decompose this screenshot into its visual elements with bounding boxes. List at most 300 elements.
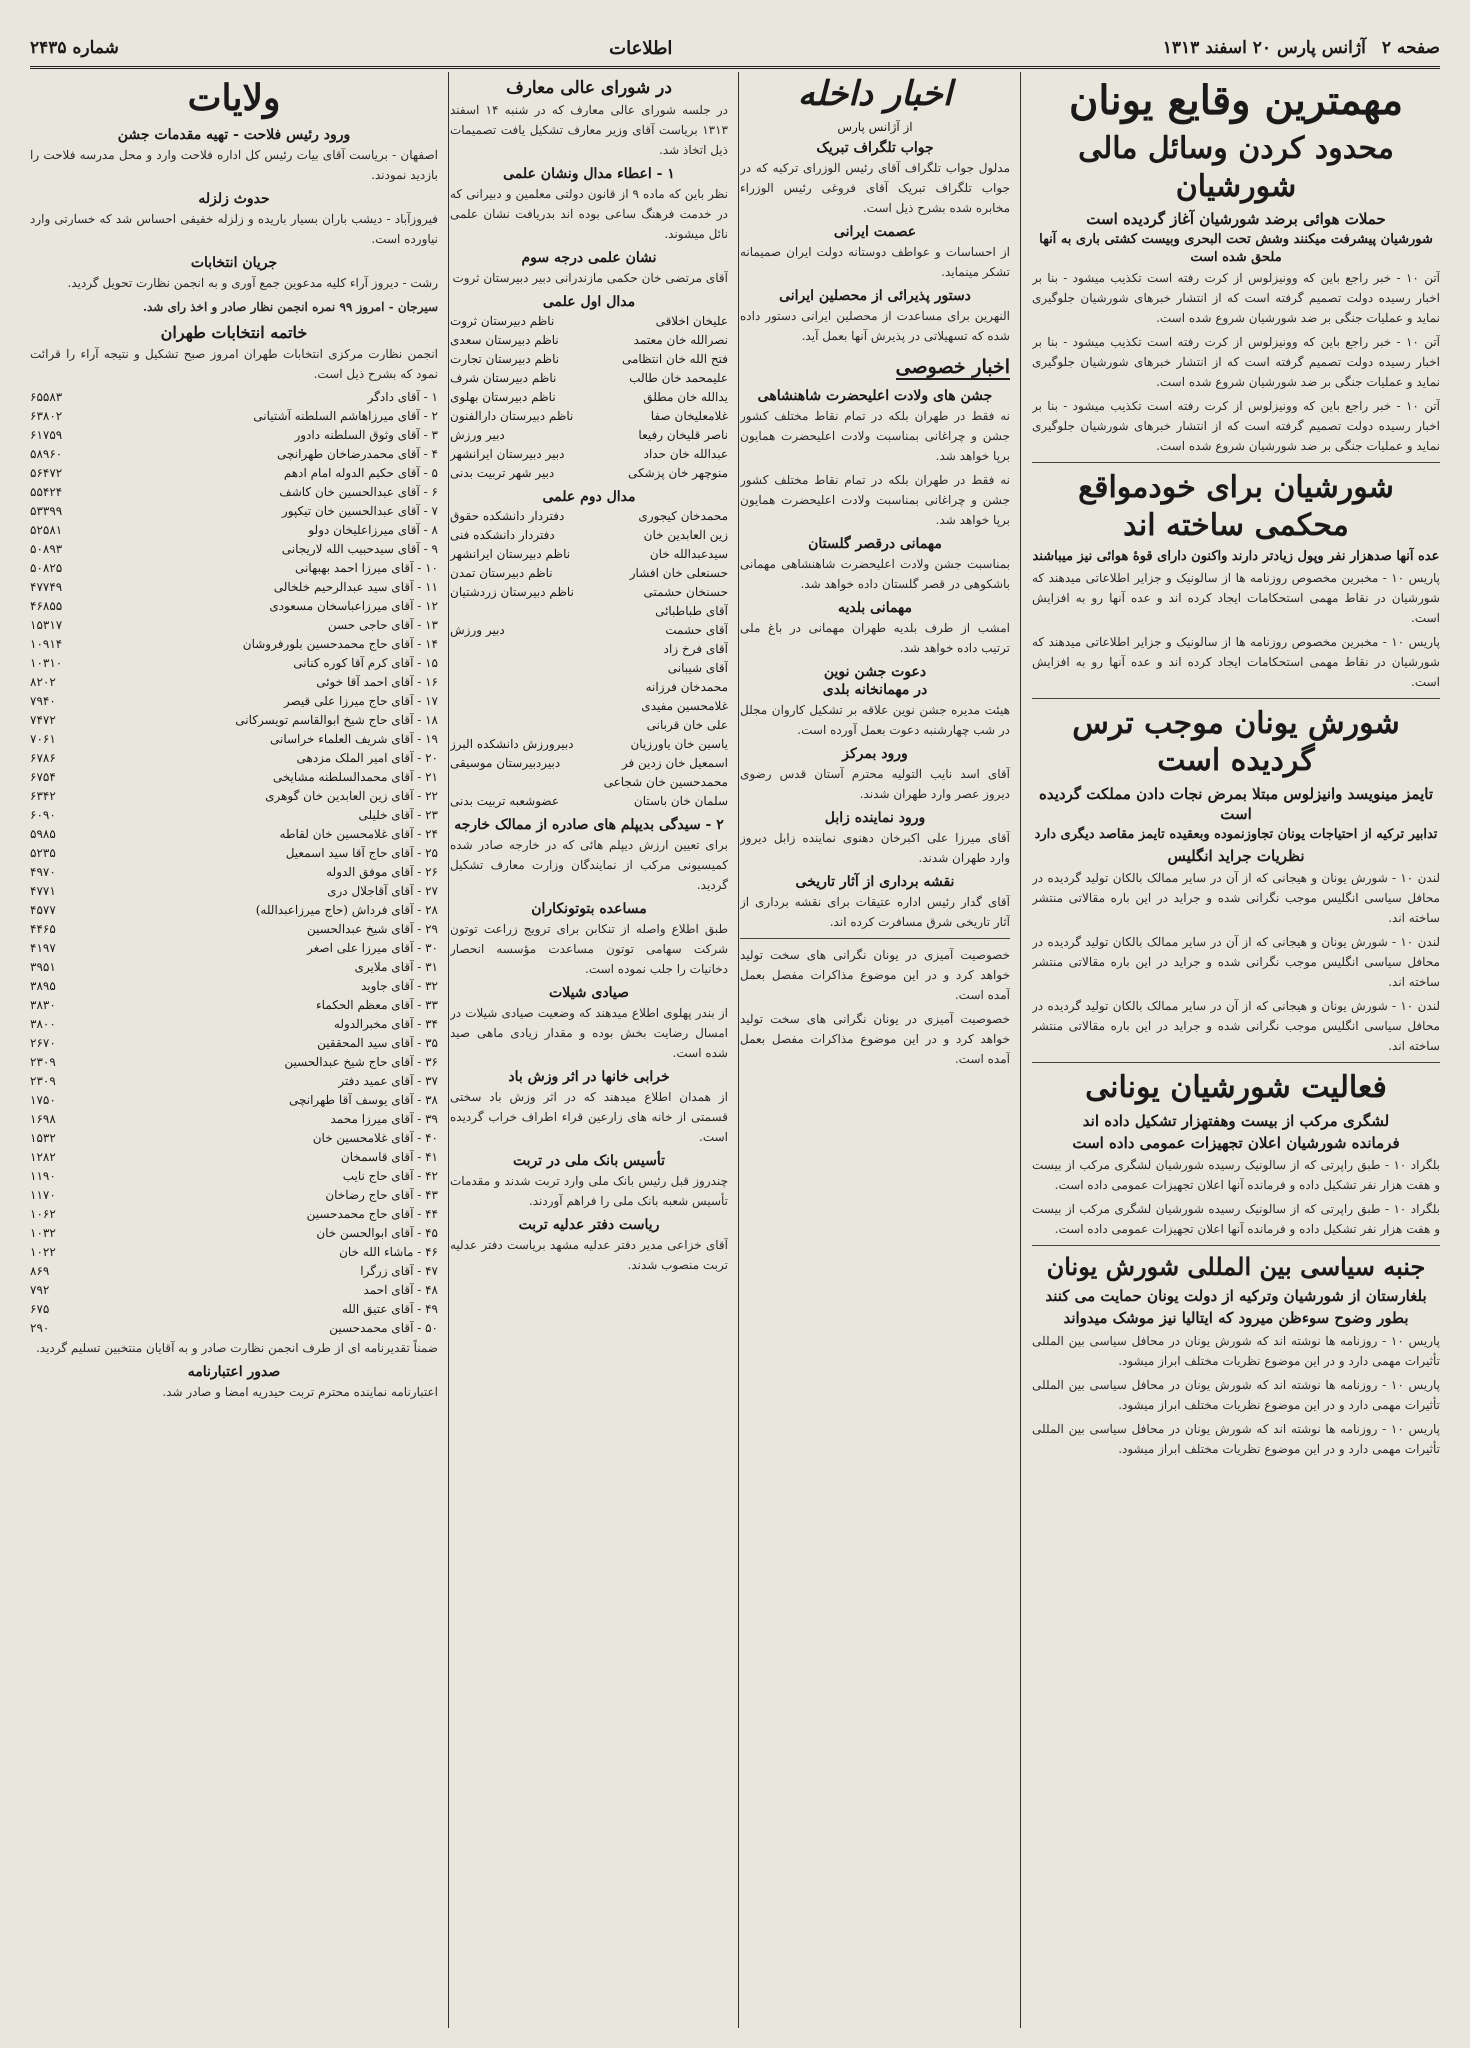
item-value: ۴۵۷۷ xyxy=(30,903,56,917)
news-b8: آقای اسد نایب التولیه محترم آستان قدس رضوی دیروز عصر وارد طهران شدند. xyxy=(740,767,1010,801)
item-value: ۵۳۳۹۹ xyxy=(30,504,63,518)
edu-h8: خرابی خانها در اثر وزش باد xyxy=(508,1069,670,1085)
item-label: ۱۱ - آقای سید عبدالرحیم خلخالی xyxy=(273,580,438,594)
list-item xyxy=(30,1148,438,1167)
item-value: دبیردبیرستان موسیقی xyxy=(450,756,561,770)
greece-deck-7: لشگری مرکب از بیست وهفتهزار تشکیل داده اند xyxy=(1082,1111,1390,1130)
item-label: ۱۹ - آقای شریف العلماء خراسانی xyxy=(270,732,438,746)
item-label: ۴۴ - آقای حاج محمدحسین xyxy=(306,1207,438,1221)
item-value: ۷۴۷۲ xyxy=(30,713,56,727)
list-item xyxy=(450,602,728,621)
greece-body-4: بلگراد ۱۰ - طبق راپرتی که از سالونیک رسیده شورشیان لشگری مرکب از بیست و هفت هزار نفر تشکیل داده و فرمانده آنها اعلان تجهیزات عمومی داده است. xyxy=(1032,1158,1440,1193)
prov-b2: فیروزآباد - دیشب باران بسیار باریده و زلزله خفیفی احساس شد که خسارتی وارد نیاورده است. xyxy=(30,212,438,246)
edu-b7: چندروز قبل رئیس بانک ملی وارد تربت شدند و مقدمات تأسیس شعبه بانک ملی را فراهم آوردند. xyxy=(450,1174,728,1208)
item-value: ۵۰۸۲۵ xyxy=(30,561,63,575)
item-value: ۱۵۳۱۷ xyxy=(30,618,63,632)
item-value: ۴۱۹۷ xyxy=(30,941,56,955)
greece-body-4b: بلگراد ۱۰ - طبق راپرتی که از سالونیک رسیده شورشیان لشگری مرکب از بیست و هفت هزار نفر تشکیل داده و فرمانده آنها اعلان تجهیزات عمومی داده است. xyxy=(1032,1202,1440,1237)
list-item xyxy=(30,730,438,749)
list-item xyxy=(30,1205,438,1224)
paper-name: اطلاعات xyxy=(609,37,673,59)
list-item xyxy=(450,388,728,407)
item-label: سلمان خان باستان xyxy=(633,794,728,808)
prov-b3: رشت - دیروز آراء کلیه مدعوین جمع آوری و به انجمن نظارت تحویل گردید. xyxy=(67,276,438,290)
item-label: ۱۷ - آقای حاج میرزا علی قیصر xyxy=(283,694,438,708)
news-h4: جشن های ولادت اعلیحضرت شاهنشاهی xyxy=(757,388,993,404)
list-item xyxy=(450,369,728,388)
item-value: عضوشعبه تربیت بدنی xyxy=(450,794,559,808)
item-label: ۲۹ - آقای شیخ عبدالحسین xyxy=(306,922,438,936)
prov-b6: اعتبارنامه نماینده محترم تربت حیدریه امضا و صادر شد. xyxy=(162,1385,438,1399)
greece-deck-10: بطور وضوح سوءظن میرود که ایتالیا نیز موشک میدواند xyxy=(1063,1309,1409,1328)
greece-body-5b: پاریس ۱۰ - روزنامه ها نوشته اند که شورش یونان در محافل سیاسی بین المللی تأثیرات مهمی دارد و در این موضوع نظریات مختلف ابراز میشود. xyxy=(1032,1377,1440,1412)
list-item xyxy=(450,792,728,811)
item-value: دبیر دبیرستان ایرانشهر xyxy=(450,447,565,461)
list-item xyxy=(30,901,438,920)
item-label: ۱۴ - آقای حاج محمدحسین بلورفروشان xyxy=(242,637,438,651)
item-label: ۳۷ - آقای عمید دفتر xyxy=(338,1074,438,1088)
item-value xyxy=(450,716,590,735)
news-b4b: نه فقط در طهران بلکه در تمام نقاط مختلف کشور جشن و چراغانی بمناسبت ولادت اعلیحضرت همایون برپا خواهد شد. xyxy=(740,473,1010,527)
edu-h10: ریاست دفتر عدلیه تربت xyxy=(518,1217,660,1233)
edu-h3: مدال اول علمی xyxy=(542,294,636,310)
item-label: ۴۸ - آقای احمد xyxy=(363,1283,438,1297)
item-label: محمدخان کیجوری xyxy=(638,509,728,523)
medal-list-1 xyxy=(450,312,728,483)
list-item xyxy=(30,616,438,635)
item-value: ۶۷۵۴ xyxy=(30,770,56,784)
item-label: ۶ - آقای عبدالحسین خان کاشف xyxy=(279,485,438,499)
news-column xyxy=(740,72,1010,2028)
item-label: علیمحمد خان طالب xyxy=(629,371,728,385)
prov-h3: جریان انتخابات xyxy=(190,255,278,271)
item-label: آقای شیبانی xyxy=(667,661,728,675)
news-h6: مهمانی بلدیه xyxy=(837,600,913,616)
list-item xyxy=(450,754,728,773)
item-value: ۷۰۶۱ xyxy=(30,732,56,746)
item-label: محمدحسین خان شجاعی xyxy=(603,775,728,789)
item-value: ۴۷۷۱ xyxy=(30,884,56,898)
list-item xyxy=(30,977,438,996)
item-label: ۲۲ - آقای زین العابدین خان گوهری xyxy=(265,789,438,803)
list-item xyxy=(30,1129,438,1148)
news-h1: جواب تلگراف تبریک xyxy=(816,140,934,156)
list-item xyxy=(450,583,728,602)
item-label: ۳۹ - آقای میرزا محمد xyxy=(330,1112,438,1126)
list-item xyxy=(30,445,438,464)
item-label: یدالله خان مطلق xyxy=(643,390,728,404)
item-value: ناظم دبیرستان ایرانشهر xyxy=(450,547,571,561)
election-results xyxy=(30,388,438,1338)
list-item xyxy=(30,578,438,597)
list-item xyxy=(30,407,438,426)
prov-b4: انجمن نظارت مرکزی انتخابات طهران امروز صبح تشکیل و نتیجه آراء را قرائت نمود که بشرح ذیل است. xyxy=(30,347,438,381)
item-value: ۴۷۷۴۹ xyxy=(30,580,63,594)
item-value: ۷۹۴۰ xyxy=(30,694,56,708)
news-b1: مدلول جواب تلگراف آقای رئیس الوزرای ترکیه که در جواب تلگراف تبریک آقای فروغی رئیس الوزراء مخابره شده بشرح ذیل است. xyxy=(740,161,1010,215)
list-item xyxy=(450,507,728,526)
news-section-2: اخبار خصوصی xyxy=(895,356,1010,378)
item-value xyxy=(450,659,590,678)
list-item xyxy=(30,1243,438,1262)
prov-h1: ورود رئیس فلاحت - تهیه مقدمات جشن xyxy=(117,127,351,143)
item-label: ۱۸ - آقای حاج شیخ ابوالقاسم تویسرکانی xyxy=(235,713,438,727)
item-value: دفتردار دانشکده حقوق xyxy=(450,509,565,523)
item-label: ۳۶ - آقای حاج شیخ عبدالحسین xyxy=(284,1055,438,1069)
greece-body-2: پاریس ۱۰ - مخبرین مخصوص روزنامه ها از سالونیک و جزایر اطلاعاتی میدهند که شورشیان در نقاط مهمی استحکامات ایجاد کرده اند و عده آنها رو به افزایش است. xyxy=(1032,570,1440,625)
greece-deck-3: عده آنها صدهزار نفر وپول زیادتر دارند واکنون دارای قوهٔ هوائی نیز میباشند xyxy=(1032,549,1440,565)
list-item xyxy=(450,445,728,464)
news-b5: بمناسبت جشن ولادت اعلیحضرت شاهنشاهی مهمانی باشکوهی در قصر گلستان داده خواهد شد. xyxy=(740,557,1010,591)
greece-title: مهمترین وقایع یونان xyxy=(1068,77,1404,124)
list-item xyxy=(450,464,728,483)
greece-body-3b: لندن ۱۰ - شورش یونان و هیجانی که از آن در سایر ممالک بالکان تولید گردیده در محافل سیاسی انگلیس موجب نگرانی شده و جراید در این باره مقالاتی منتشر ساخته اند. xyxy=(1032,935,1440,990)
greece-deck-6: نظریات جراید انگلیس xyxy=(1167,846,1305,865)
prov-h4: خاتمه انتخابات طهران xyxy=(160,323,308,342)
item-value xyxy=(450,678,590,697)
item-label: علیخان اخلاقی xyxy=(655,314,728,328)
item-value: ۲۹۰ xyxy=(30,1321,50,1335)
item-value: ۳۹۵۱ xyxy=(30,960,56,974)
list-item xyxy=(30,1262,438,1281)
list-item xyxy=(30,939,438,958)
item-label: ۲۶ - آقای موفق الدوله xyxy=(326,865,438,879)
list-item xyxy=(30,920,438,939)
item-label: ۱۳ - آقای حاجی حسن xyxy=(327,618,438,632)
item-value: ۳۸۹۵ xyxy=(30,979,56,993)
list-item xyxy=(450,678,728,697)
item-value: ۲۳۰۹ xyxy=(30,1074,56,1088)
greece-deck-1: حملات هوائی برضد شورشیان آغاز گردیده است xyxy=(1086,210,1386,228)
list-item xyxy=(450,640,728,659)
list-item xyxy=(30,1167,438,1186)
item-label: ۳۴ - آقای مخبرالدوله xyxy=(333,1017,438,1031)
list-item xyxy=(30,996,438,1015)
item-value: ۱۰۳۲ xyxy=(30,1226,56,1240)
news-h7b: در مهمانخانه بلدی xyxy=(822,682,928,698)
issue-number: شماره ۲۴۳۵ xyxy=(30,38,119,58)
item-label: غلامعلیخان صفا xyxy=(650,409,728,423)
item-label: ۴۶ - ماشاء الله خان xyxy=(339,1245,438,1259)
item-value: ۵۶۴۷۲ xyxy=(30,466,63,480)
news-h8: ورود بمرکز xyxy=(842,746,908,762)
greece-title-4: فعالیت شورشیان یونانی xyxy=(1085,1070,1387,1106)
item-value: ۶۷۵ xyxy=(30,1302,50,1316)
item-value: ۴۶۸۵۵ xyxy=(30,599,63,613)
item-label: ۴۰ - آقای غلامحسین خان xyxy=(312,1131,438,1145)
edu-title: در شورای عالی معارف xyxy=(506,78,672,98)
item-value: ۱۱۹۰ xyxy=(30,1169,56,1183)
item-label: ۴۷ - آقای زرگرا xyxy=(360,1264,438,1278)
item-value: ۱۲۸۲ xyxy=(30,1150,56,1164)
item-value: ۱۰۳۱۰ xyxy=(30,656,63,670)
edu-b1: در جلسه شورای عالی معارف که در شنبه ۱۴ اسفند ۱۳۱۳ بریاست آقای وزیر معارف تشکیل یافت تصمیمات ذیل اتخاذ شد. xyxy=(450,103,728,157)
list-item xyxy=(30,1034,438,1053)
list-item xyxy=(30,958,438,977)
news-b4: نه فقط در طهران بلکه در تمام نقاط مختلف کشور جشن و چراغانی بمناسبت ولادت اعلیحضرت همایون برپا خواهد شد. xyxy=(740,409,1010,463)
item-label: ۱۵ - آقای کرم آقا کوره کنانی xyxy=(293,656,438,670)
greece-body-1c: آتن ۱۰ - خبر راجع باین که وونیزلوس از کرت رفته است تکذیب میشود - بنا بر اخبار رسیده دولت تصمیم گرفته است که از انتشار خبرهای شورشیان جلوگیری نماید و عملیات جنگی بر ضد شورشیان شروع شده است. xyxy=(1032,399,1440,454)
list-item xyxy=(30,1186,438,1205)
greece-body-3: لندن ۱۰ - شورش یونان و هیجانی که از آن در سایر ممالک بالکان تولید گردیده در محافل سیاسی انگلیس موجب نگرانی شده و جراید در این باره مقالاتی منتشر ساخته اند. xyxy=(1032,871,1440,926)
list-item xyxy=(30,1015,438,1034)
item-label: ۹ - آقای سیدحبیب الله لاریجانی xyxy=(281,542,438,556)
list-item xyxy=(30,502,438,521)
item-value: ۶۳۸۰۲ xyxy=(30,409,63,423)
prov-title: ولایات xyxy=(187,77,281,119)
item-label: آقای حشمت xyxy=(665,623,728,637)
item-value: ۱۰۶۲ xyxy=(30,1207,56,1221)
item-value: ۸۶۹ xyxy=(30,1264,50,1278)
edu-b4: طبق اطلاع واصله از تنکابن برای ترویج زراعت توتون شرکت سهامی توتون مساعدت مؤسسه انحصار دخانیات را جلب نموده است. xyxy=(450,922,728,976)
list-item xyxy=(450,331,728,350)
item-value: ۲۳۰۹ xyxy=(30,1055,56,1069)
list-item xyxy=(30,882,438,901)
item-label: محمدخان فرزانه xyxy=(645,680,728,694)
list-item xyxy=(30,749,438,768)
news-b11b: خصوصیت آمیزی در یونان نگرانی های سخت تولید خواهد کرد و در این موضوع مذاکرات مفصل بعمل آمده است. xyxy=(740,1012,1010,1066)
item-label: ۴۹ - آقای عتیق الله xyxy=(341,1302,438,1316)
item-value: ۶۳۴۲ xyxy=(30,789,56,803)
item-label: سیدعبدالله خان xyxy=(649,547,728,561)
item-label: ۴۵ - آقای ابوالحسن خان xyxy=(316,1226,438,1240)
list-item xyxy=(30,1319,438,1338)
item-label: ۲۵ - آقای حاج آقا سید اسمعیل xyxy=(285,846,438,860)
list-item xyxy=(30,597,438,616)
item-label: ناصر قلیخان رفیعا xyxy=(638,428,728,442)
item-label: ۳۱ - آقای ملایری xyxy=(354,960,438,974)
item-label: علی خان قربانی xyxy=(646,718,728,732)
item-value: ۳۸۳۰ xyxy=(30,998,56,1012)
greece-deck-9: بلغارستان از شورشیان وترکیه از دولت یونان حمایت می کنند xyxy=(1045,1287,1427,1306)
edu-h5: ۲ - سیدگی بدیپلم های صادره از ممالک خارجه xyxy=(454,817,724,833)
greece-body-5c: پاریس ۱۰ - روزنامه ها نوشته اند که شورش یونان در محافل سیاسی بین المللی تأثیرات مهمی دارد و در این موضوع نظریات مختلف ابراز میشود. xyxy=(1032,1421,1440,1456)
greece-title-2: شورشیان برای خودمواقع محکمی ساخته اند xyxy=(1078,470,1394,543)
item-label: ۳۵ - آقای سید المحققین xyxy=(317,1036,438,1050)
list-item xyxy=(30,521,438,540)
list-item xyxy=(450,312,728,331)
greece-title-5: جنبه سیاسی بین المللی شورش یونان xyxy=(1046,1252,1426,1282)
item-value xyxy=(450,602,590,621)
list-item xyxy=(30,1300,438,1319)
list-item xyxy=(30,806,438,825)
item-value: ۱۵۳۲ xyxy=(30,1131,56,1145)
greece-deck-5: تدابیر ترکیه از احتیاجات یونان تجاوزنموده وبعقیده تایمز مقاصد دیگری دارد xyxy=(1034,827,1438,843)
list-item xyxy=(30,426,438,445)
list-item xyxy=(450,773,728,792)
list-item xyxy=(30,388,438,407)
list-item xyxy=(30,692,438,711)
edu-line1: آقای مرتضی خان حکمی مازندرانی دبیر دبیرستان ثروت xyxy=(452,271,728,285)
item-label: ۵۰ - آقای محمدحسین xyxy=(329,1321,438,1335)
item-value: دبیر شهر تربیت بدنی xyxy=(450,466,555,480)
greece-column xyxy=(1032,72,1440,2028)
item-value: ۱۱۷۰ xyxy=(30,1188,56,1202)
news-b10: آقای گدار رئیس اداره عتیقات برای نقشه برداری از آثار تاریخی شرق مسافرت کرده اند. xyxy=(740,895,1010,929)
greece-body-2b: پاریس ۱۰ - مخبرین مخصوص روزنامه ها از سالونیک و جزایر اطلاعاتی میدهند که شورشیان در نقاط مهمی استحکامات ایجاد کرده اند و عده آنها رو به افزایش است. xyxy=(1032,634,1440,689)
item-label: یاسین خان یاورزیان xyxy=(630,737,728,751)
agency-date: آژانس پارس ۲۰ اسفند ۱۳۱۳ xyxy=(1162,38,1366,58)
news-b7: هیئت مدیره جشن نوین علاقه بر تشکیل کاروان مجلل در شب چهارشنبه دعوت بعمل آورده است. xyxy=(740,703,1010,737)
item-value: ۱۶۹۸ xyxy=(30,1112,56,1126)
item-label: زین العابدین خان xyxy=(643,528,728,542)
news-h9: ورود نماینده زابل xyxy=(824,810,926,826)
item-value: ناظم دبیرستان شرف xyxy=(450,371,557,385)
item-label: ۳۲ - آقای جاوید xyxy=(360,979,438,993)
item-label: ۲۴ - آقای غلامحسین خان لقاطه xyxy=(279,827,438,841)
edu-h2: نشان علمی درجه سوم xyxy=(521,250,657,266)
item-label: منوچهر خان پزشکی xyxy=(628,466,728,480)
item-value: ناظم دبیرستان تجارت xyxy=(450,352,560,366)
list-item xyxy=(450,564,728,583)
item-value: ۴۹۷۰ xyxy=(30,865,56,879)
greece-body-3c: لندن ۱۰ - شورش یونان و هیجانی که از آن در سایر ممالک بالکان تولید گردیده در محافل سیاسی انگلیس موجب نگرانی شده و جراید در این باره مقالاتی منتشر ساخته اند. xyxy=(1032,999,1440,1054)
item-value: ناظم دبیرستان زردشتیان xyxy=(450,585,574,599)
item-value: ۴۴۶۵ xyxy=(30,922,56,936)
news-h10: نقشه برداری از آثار تاریخی xyxy=(795,874,955,890)
list-item xyxy=(30,1281,438,1300)
news-b11: خصوصیت آمیزی در یونان نگرانی های سخت تولید خواهد کرد و در این موضوع مذاکرات مفصل بعمل آمده است. xyxy=(740,948,1010,1002)
item-value: ۱۷۵۰ xyxy=(30,1093,56,1107)
item-label: ۳۸ - آقای یوسف آقا طهرانچی xyxy=(288,1093,438,1107)
news-b3: النهرین برای مساعدت از محصلین ایرانی دستور داده شده که تسهیلاتی در پذیرش آنها بعمل آید. xyxy=(740,309,1010,343)
list-item xyxy=(30,825,438,844)
item-value xyxy=(450,697,590,716)
list-item xyxy=(30,768,438,787)
greece-deck-4: تایمز مینویسد وانیزلوس مبتلا بمرض نجات دادن مملکت گردیده است xyxy=(1038,784,1433,824)
news-b6: امشب از طرف بلدیه طهران مهمانی در باغ ملی ترتیب داده خواهد شد. xyxy=(740,621,1010,655)
item-label: ۷ - آقای عبدالحسین خان تیکپور xyxy=(281,504,438,518)
item-label: نصرالله خان معتمد xyxy=(633,333,728,347)
edu-h6: مساعده بتوتونکاران xyxy=(531,901,647,917)
item-label: ۲ - آقای میرزاهاشم السلطنه آشتیانی xyxy=(253,409,438,423)
edu-b6: از همدان اطلاع میدهند که در اثر وزش باد سختی قسمتی از خانه های زارعین قراء اطراف خراب گردیده است. xyxy=(450,1090,728,1144)
news-h2: عصمت ایرانی xyxy=(833,224,917,240)
list-item xyxy=(30,844,438,863)
list-item xyxy=(30,1053,438,1072)
item-label: غلامحسین مفیدی xyxy=(641,699,728,713)
list-item xyxy=(450,697,728,716)
item-value: ۱۰۹۱۴ xyxy=(30,637,63,651)
prov-b5: ضمناً تقدیرنامه ای از طرف انجمن نظارت صادر و به آقایان منتخبین تسلیم گردید. xyxy=(35,1341,438,1355)
item-value: ۶۱۷۵۹ xyxy=(30,428,63,442)
list-item xyxy=(30,1224,438,1243)
item-label: آقای فرخ زاد xyxy=(663,642,728,656)
item-value: دبیر ورزش xyxy=(450,623,505,637)
greece-body-1b: آتن ۱۰ - خبر راجع باین که وونیزلوس از کرت رفته است تکذیب میشود - بنا بر اخبار رسیده دولت تصمیم گرفته است که از انتشار خبرهای شورشیان جلوگیری نماید و عملیات جنگی بر ضد شورشیان شروع شده است. xyxy=(1032,335,1440,390)
item-label: آقای طباطبائی xyxy=(655,604,728,618)
list-item xyxy=(30,559,438,578)
item-label: ۲۰ - آقای امیر الملک مزدهی xyxy=(296,751,438,765)
list-item xyxy=(30,711,438,730)
list-item xyxy=(30,1091,438,1110)
news-b2: از احساسات و عواطف دوستانه دولت ایران صمیمانه تشکر مینماید. xyxy=(740,245,1010,279)
item-label: ۱۲ - آقای میرزاعباسخان مسعودی xyxy=(269,599,438,613)
item-label: ۱ - آقای دادگر xyxy=(367,390,438,404)
news-h7: دعوت جشن نوین xyxy=(823,664,927,680)
list-item xyxy=(30,673,438,692)
prov-b1: اصفهان - بریاست آقای بیات رئیس کل اداره فلاحت وارد و محل مدرسه فلاحت را بازدید نمودند. xyxy=(30,148,438,182)
list-item xyxy=(30,1072,438,1091)
item-value: ۸۲۰۲ xyxy=(30,675,56,689)
item-label: ۳۰ - آقای میرزا علی اصغر xyxy=(306,941,438,955)
edu-h9: تأسیس بانک ملی در تربت xyxy=(512,1153,666,1169)
provinces-column xyxy=(30,72,438,2028)
greece-body-1: آتن ۱۰ - خبر راجع باین که وونیزلوس از کرت رفته است تکذیب میشود - بنا بر اخبار رسیده دولت تصمیم گرفته است که از انتشار خبرهای شورشیان جلوگیری نماید و عملیات جنگی بر ضد شورشیان شروع شده است. xyxy=(1032,271,1440,326)
list-item xyxy=(450,407,728,426)
edu-h1: ۱ - اعطاء مدال ونشان علمی xyxy=(503,166,675,182)
masthead xyxy=(30,30,1440,69)
item-value: ۵۵۴۲۴ xyxy=(30,485,63,499)
prov-h3b: سیرجان - امروز ۹۹ نمره انجمن نظار صادر و اخذ رای شد. xyxy=(142,300,438,314)
edu-h7: صیادی شیلات xyxy=(549,985,629,1001)
list-item xyxy=(30,540,438,559)
list-item xyxy=(30,654,438,673)
item-label: حسنخان حشمتی xyxy=(643,585,728,599)
list-item xyxy=(450,350,728,369)
list-item xyxy=(30,787,438,806)
edu-b8: آقای خزاعی مدیر دفتر عدلیه مشهد بریاست دفتر عدلیه تربت منصوب شدند. xyxy=(450,1238,728,1272)
item-value: ۳۸۰۰ xyxy=(30,1017,56,1031)
item-value: ناظم دبیرستان سعدی xyxy=(450,333,559,347)
page-label: صفحه ۲ xyxy=(1381,38,1440,58)
item-label: ۴ - آقای محمدرضاخان طهرانچی xyxy=(277,447,438,461)
item-value: ناظم دبیرستان تمدن xyxy=(450,566,553,580)
item-value: ناظم دبیرستان بهلوی xyxy=(450,390,556,404)
item-value: دبیرورزش دانشکده البرز xyxy=(450,737,574,751)
item-label: ۴۳ - آقای حاج رضاخان xyxy=(325,1188,438,1202)
news-section-title: اخبار داخله xyxy=(797,74,953,114)
greece-deck-8: فرمانده شورشیان اعلان تجهیزات عمومی داده است xyxy=(1072,1133,1400,1152)
item-label: ۴۲ - آقای حاج نایب xyxy=(342,1169,438,1183)
prov-h2: حدوث زلزله xyxy=(198,191,270,207)
edu-b5: از بندر پهلوی اطلاع میدهند که وضعیت صیادی شیلات در امسال رضایت بخش بوده و مقدار زیادی ماهی صید شده است. xyxy=(450,1006,728,1060)
item-value: ۶۰۹۰ xyxy=(30,808,56,822)
list-item xyxy=(450,526,728,545)
edu-b2: نظر باین که ماده ۹ از قانون دولتی معلمین و دبیرانی که در خدمت فرهنگ ساعی بوده اند بدریافت نشان علمی نائل میشوند. xyxy=(450,187,728,241)
item-value: ناظم دبیرستان دارالفنون xyxy=(450,409,574,423)
item-value: ۶۵۵۸۳ xyxy=(30,390,63,404)
item-label: اسمعیل خان زدین فر xyxy=(621,756,728,770)
item-value: ۵۰۸۹۳ xyxy=(30,542,63,556)
greece-body-5: پاریس ۱۰ - روزنامه ها نوشته اند که شورش یونان در محافل سیاسی بین المللی تأثیرات مهمی دارد و در این موضوع نظریات مختلف ابراز میشود. xyxy=(1032,1333,1440,1368)
item-value: ۵۲۵۸۱ xyxy=(30,523,63,537)
item-value: ۵۸۹۶۰ xyxy=(30,447,63,461)
item-label: فتح الله خان انتظامی xyxy=(621,352,728,366)
list-item xyxy=(30,1110,438,1129)
item-value: ناظم دبیرستان ثروت xyxy=(450,314,555,328)
item-label: عبدالله خان حداد xyxy=(643,447,728,461)
list-item xyxy=(450,659,728,678)
item-value: ۲۶۷۰ xyxy=(30,1036,56,1050)
item-label: ۳۳ - آقای معظم الحکماء xyxy=(316,998,438,1012)
greece-deck-2: شورشیان پیشرفت میکنند وشش تحت البحری وبیست کشتی باری به آنها ملحق شده است xyxy=(1039,232,1433,265)
list-item xyxy=(450,545,728,564)
item-value: ۷۹۲ xyxy=(30,1283,50,1297)
item-label: ۸ - آقای میرزاعلیخان دولو xyxy=(308,523,438,537)
education-column xyxy=(450,72,728,2028)
item-value: دفتردار دانشکده فنی xyxy=(450,528,555,542)
item-value xyxy=(450,773,590,792)
item-label: ۲۳ - آقای خلیلی xyxy=(358,808,438,822)
greece-title-3: شورش یونان موجب ترس گردیده است xyxy=(1072,705,1400,779)
list-item xyxy=(450,621,728,640)
list-item xyxy=(30,483,438,502)
item-label: ۲۱ - آقای محمدالسلطنه مشایخی xyxy=(272,770,438,784)
list-item xyxy=(450,426,728,445)
edu-b3: برای تعیین ارزش دیپلم هائی که در خارجه صادر شده کمیسیونی مرکب از نمایندگان وزارت معارف تشکیل گردید. xyxy=(450,838,728,892)
item-label: ۵ - آقای حکیم الدوله امام ادهم xyxy=(283,466,438,480)
